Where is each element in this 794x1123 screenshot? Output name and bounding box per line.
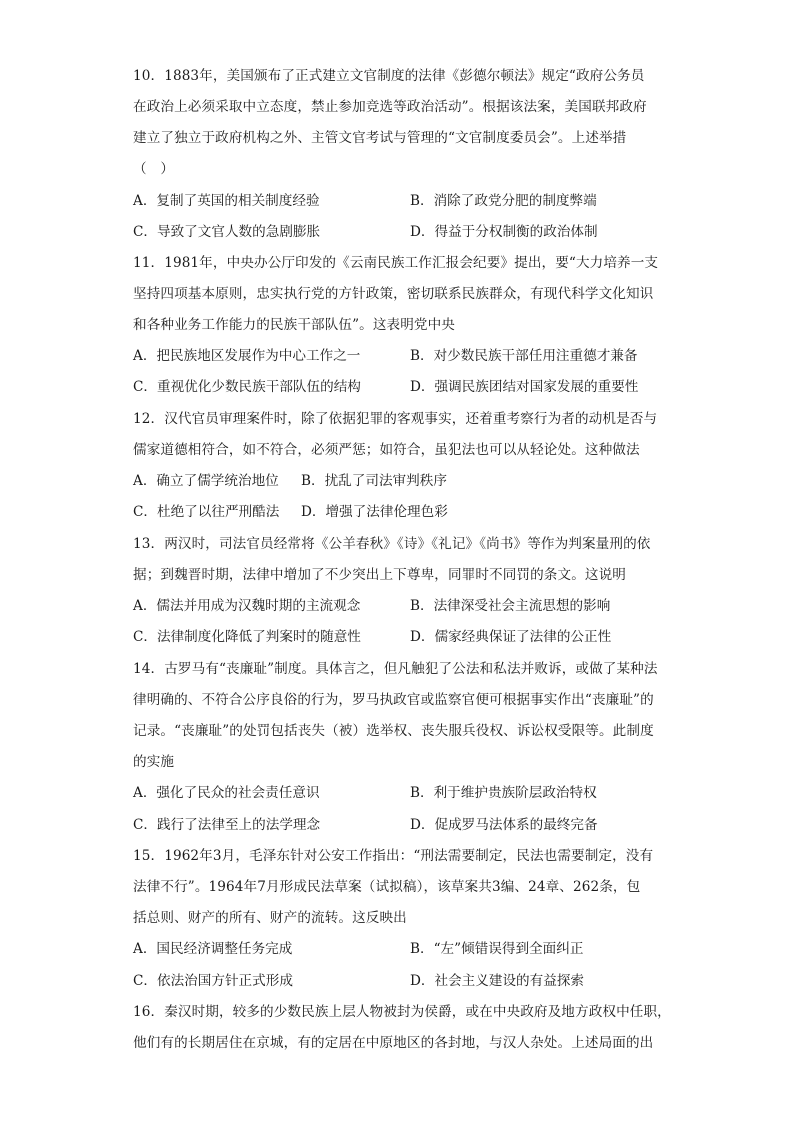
q13-line-1: 13．两汉时，司法官员经常将《公羊春秋》《诗》《礼记》《尚书》等作为判案量刑的依 xyxy=(133,536,651,552)
q16-line-2: 他们有的长期居住在京城，有的定居在中原地区的各封地，与汉人杂处。上述局面的出 xyxy=(133,1035,654,1051)
q11-line-1: 11．1981年，中央办公厅印发的《云南民族工作汇报会纪要》提出，要“大力培养一支 xyxy=(133,255,659,271)
q10-option-d[interactable]: D．得益于分权制衡的政治体制 xyxy=(410,224,598,240)
q14-line-2: 律明确的、不符合公序良俗的行为，罗马执政官或监察官便可根据事实作出“丧廉耻”的 xyxy=(133,692,654,708)
q10-option-c[interactable]: C．导致了文官人数的急剧膨胀 xyxy=(133,224,321,240)
q15-option-c[interactable]: C．依法治国方针正式形成 xyxy=(133,973,293,989)
q11-line-3: 和各种业务工作能力的民族干部队伍”。这表明党中央 xyxy=(133,317,456,333)
q12-option-c[interactable]: C．杜绝了以往严刑酷法 xyxy=(133,504,280,520)
q14-option-d[interactable]: D．促成罗马法体系的最终完备 xyxy=(410,817,598,833)
q11-option-b[interactable]: B．对少数民族干部任用注重德才兼备 xyxy=(410,348,638,364)
q11-option-d[interactable]: D．强调民族团结对国家发展的重要性 xyxy=(410,379,639,395)
q11-option-a[interactable]: A．把民族地区发展作为中心工作之一 xyxy=(133,348,361,364)
q10-line-1: 10．1883年，美国颁布了正式建立文官制度的法律《彭德尔顿法》规定“政府公务员 xyxy=(133,68,645,84)
q11-line-2: 坚持四项基本原则，忠实执行党的方针政策，密切联系民族群众，有现代科学文化知识 xyxy=(133,286,654,302)
q14-option-b[interactable]: B．利于维护贵族阶层政治特权 xyxy=(410,785,597,801)
q13-option-c[interactable]: C．法律制度化降低了判案时的随意性 xyxy=(133,629,361,645)
q16-line-1: 16．秦汉时期，较多的少数民族上层人物被封为侯爵，或在中央政府及地方政权中任职， xyxy=(133,1004,671,1020)
q14-line-3: 记录。“丧廉耻”的处罚包括丧失（被）选举权、丧失服兵役权、诉讼权受限等。此制度 xyxy=(133,723,654,739)
q10-line-4: （ ） xyxy=(133,161,175,177)
q10-option-b[interactable]: B．消除了政党分肥的制度弊端 xyxy=(410,193,597,209)
q15-line-2: 法律不行”。1964年7月形成民法草案（试拟稿），该草案共3编、24章、262条，包 xyxy=(133,879,641,895)
q12-option-a[interactable]: A．确立了儒学统治地位 xyxy=(133,473,279,489)
q12-line-2: 儒家道德相符合，如不符合，必须严惩；如符合，虽犯法也可以从轻论处。这种做法 xyxy=(133,442,640,458)
q14-option-c[interactable]: C．践行了法律至上的法学理念 xyxy=(133,817,321,833)
q11-option-c[interactable]: C．重视优化少数民族干部队伍的结构 xyxy=(133,379,361,395)
q13-option-a[interactable]: A．儒法并用成为汉魏时期的主流观念 xyxy=(133,598,361,614)
q10-option-a[interactable]: A．复制了英国的相关制度经验 xyxy=(133,193,320,209)
q10-line-2: 在政治上必须采取中立态度，禁止参加竞选等政治活动”。根据该法案，美国联邦政府 xyxy=(133,99,647,115)
q14-line-4: 的实施 xyxy=(133,754,175,770)
q13-option-d[interactable]: D．儒家经典保证了法律的公正性 xyxy=(410,629,612,645)
q12-option-d[interactable]: D．增强了法律伦理色彩 xyxy=(301,504,448,520)
q15-option-a[interactable]: A．国民经济调整任务完成 xyxy=(133,941,293,957)
q15-option-d[interactable]: D．社会主义建设的有益探索 xyxy=(410,973,585,989)
q12-line-1: 12．汉代官员审理案件时，除了依据犯罪的客观事实，还着重考察行为者的动机是否与 xyxy=(133,411,658,427)
q15-line-3: 括总则、财产的所有、财产的流转。这反映出 xyxy=(133,910,407,926)
q14-line-1: 14．古罗马有“丧廉耻”制度。具体言之，但凡触犯了公法和私法并败诉，或做了某种法 xyxy=(133,661,658,677)
q13-line-2: 据；到魏晋时期，法律中增加了不少突出上下尊卑，同罪时不同罚的条文。这说明 xyxy=(133,567,626,583)
q15-option-b[interactable]: B．“左”倾错误得到全面纠正 xyxy=(410,941,584,957)
q13-option-b[interactable]: B．法律深受社会主流思想的影响 xyxy=(410,598,611,614)
q14-option-a[interactable]: A．强化了民众的社会责任意识 xyxy=(133,785,320,801)
q10-line-3: 建立了独立于政府机构之外、主管文官考试与管理的“文官制度委员会”。上述举措 xyxy=(133,130,627,146)
q12-option-b[interactable]: B．扰乱了司法审判秩序 xyxy=(301,473,447,489)
q15-line-1: 15．1962年3月，毛泽东针对公安工作指出：“刑法需要制定，民法也需要制定，没有 xyxy=(133,848,654,864)
